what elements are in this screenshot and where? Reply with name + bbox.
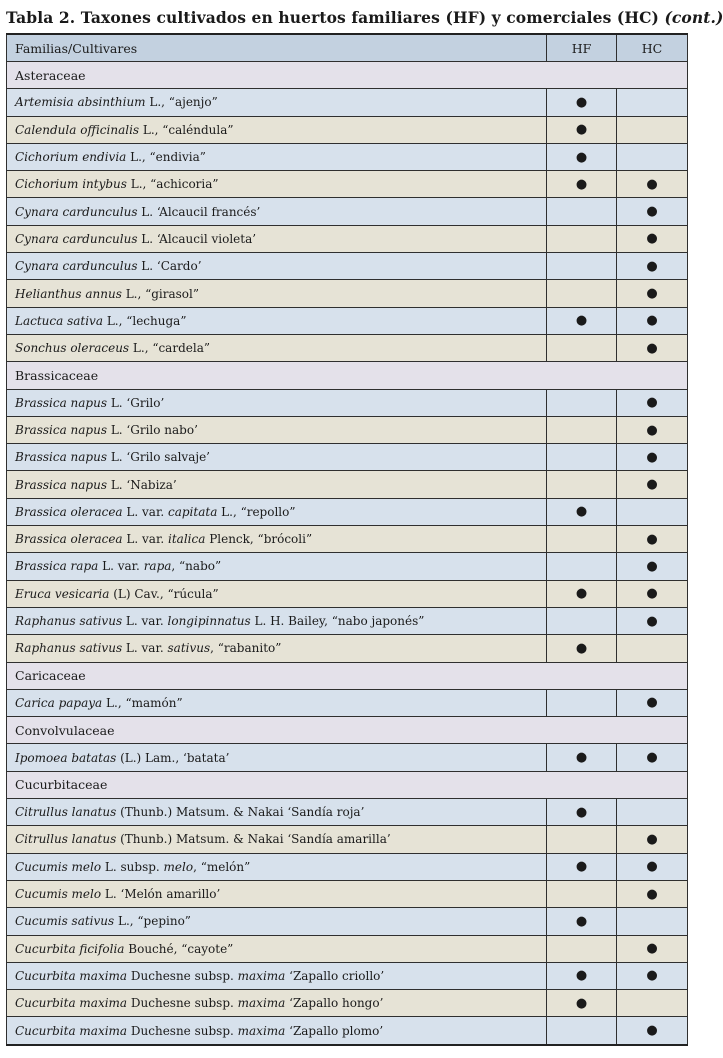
family-row (7, 62, 688, 89)
taxon-row (7, 89, 688, 116)
hf-mark: ● (547, 990, 617, 1017)
taxon-name (7, 908, 547, 935)
taxon-row (7, 935, 688, 962)
taxon-row (7, 635, 688, 662)
family-name: Convolvulaceae (7, 717, 688, 744)
taxon-text-part: L. ‘Nabiza’ (107, 477, 177, 492)
taxon-row (7, 607, 688, 634)
taxon-text-part: L. ‘Grilo nabo’ (107, 423, 198, 437)
taxon-text-part: L. ‘Grilo’ (107, 395, 165, 410)
taxon-name (7, 826, 547, 853)
taxon-italic-part: Cucumis sativus (15, 914, 115, 929)
taxon-name (7, 444, 547, 471)
taxon-italic-part: Cucumis melo (15, 859, 102, 874)
hf-mark (547, 826, 617, 853)
taxon-text-part: (L) Cav., “rúcula” (109, 586, 219, 601)
hf-mark (547, 880, 617, 907)
taxon-name (7, 607, 547, 634)
taxon-row (7, 416, 688, 443)
taxon-italic-part: Carica papaya (15, 695, 103, 710)
taxon-italic-part: Citrullus lanatus (15, 832, 117, 847)
taxon-text-part: L. var. (98, 559, 144, 574)
taxon-text-part: L. ‘Cardo’ (137, 259, 202, 274)
taxon-italic-part: Sonchus oleraceus (15, 341, 130, 356)
taxa-table (6, 33, 688, 1046)
taxon-text-part: L. var. (122, 532, 168, 547)
taxon-name (7, 990, 547, 1017)
taxon-text-part: L. H. Bailey, “nabo japonés” (250, 614, 425, 629)
hf-mark (547, 935, 617, 962)
taxon-italic-part: Lactuca sativa (15, 313, 103, 328)
family-name: Asteraceae (7, 62, 688, 89)
taxon-name (7, 334, 547, 361)
taxon-text-part: (Thunb.) Matsum. & Nakai ‘Sandía amarilla’ (116, 832, 391, 847)
taxon-name (7, 853, 547, 880)
taxon-row (7, 799, 688, 826)
hc-mark: ● (617, 607, 688, 634)
taxon-row (7, 826, 688, 853)
hc-mark: ● (617, 444, 688, 471)
hc-mark: ● (617, 416, 688, 443)
header-hc: HC (617, 34, 688, 62)
hf-mark (547, 198, 617, 225)
taxon-name (7, 689, 547, 716)
hf-mark: ● (547, 143, 617, 170)
taxon-text-part: L., “cardela” (129, 341, 210, 356)
hc-mark: ● (617, 307, 688, 334)
hc-mark: ● (617, 1017, 688, 1045)
taxon-italic-part: Cichorium endivia (15, 150, 127, 165)
taxon-row (7, 334, 688, 361)
family-name: Cucurbitaceae (7, 771, 688, 798)
taxon-italic-part: Cynara cardunculus (15, 204, 138, 219)
hf-mark: ● (547, 89, 617, 116)
hc-mark: ● (617, 689, 688, 716)
taxon-name (7, 280, 547, 307)
taxon-text-part: L. var. (122, 641, 168, 656)
taxon-text-part: L. var. (122, 614, 168, 629)
taxon-text-part: (Thunb.) Matsum. & Nakai ‘Sandía roja’ (116, 805, 365, 820)
taxon-italic-part: Ipomoea batatas (15, 750, 117, 765)
taxon-row (7, 389, 688, 416)
taxon-name (7, 635, 547, 662)
hc-mark (617, 143, 688, 170)
taxon-row (7, 444, 688, 471)
hf-mark: ● (547, 580, 617, 607)
hc-mark (617, 799, 688, 826)
header-hf: HF (547, 34, 617, 62)
taxon-row (7, 171, 688, 198)
hc-mark: ● (617, 171, 688, 198)
family-row (7, 362, 688, 389)
taxon-text-part: L., “caléndula” (139, 122, 234, 137)
hf-mark (547, 553, 617, 580)
taxon-italic-part: Raphanus sativus (15, 641, 123, 656)
taxon-italic-part: capitata (168, 504, 218, 519)
family-name: Brassicaceae (7, 362, 688, 389)
taxon-italic-part: Citrullus lanatus (15, 805, 117, 820)
taxon-italic-part: Brassica oleracea (15, 532, 123, 547)
taxon-italic-part: Artemisia absinthium (15, 95, 146, 110)
hf-mark (547, 607, 617, 634)
taxon-name (7, 89, 547, 116)
taxon-text-part: L., “girasol” (121, 286, 200, 301)
taxon-italic-part: Cucurbita maxima (15, 968, 128, 983)
hf-mark (547, 280, 617, 307)
taxon-italic-part: Cucurbita ficifolia (15, 941, 125, 956)
hf-mark (547, 444, 617, 471)
taxon-name (7, 198, 547, 225)
hf-mark (547, 471, 617, 498)
taxon-italic-part: longipinnatus (167, 614, 251, 629)
hf-mark (547, 389, 617, 416)
hc-mark: ● (617, 826, 688, 853)
taxon-name (7, 116, 547, 143)
taxon-italic-part: Brassica rapa (15, 559, 99, 574)
taxon-row (7, 253, 688, 280)
taxon-italic-part: Cucurbita maxima (15, 996, 128, 1011)
hc-mark: ● (617, 334, 688, 361)
taxon-row (7, 990, 688, 1017)
hc-mark (617, 635, 688, 662)
hc-mark (617, 116, 688, 143)
taxon-italic-part: Brassica oleracea (15, 504, 123, 519)
taxon-name (7, 935, 547, 962)
hf-mark: ● (547, 962, 617, 989)
taxon-text-part: , “nabo” (171, 559, 222, 574)
taxon-name (7, 143, 547, 170)
taxon-row (7, 553, 688, 580)
family-row (7, 717, 688, 744)
taxon-text-part: , “rabanito” (210, 641, 282, 656)
hf-mark: ● (547, 116, 617, 143)
hc-mark: ● (617, 389, 688, 416)
taxon-text-part: L., “mamón” (102, 695, 183, 710)
hc-mark: ● (617, 880, 688, 907)
taxon-name (7, 1017, 547, 1045)
taxon-row (7, 908, 688, 935)
hf-mark: ● (547, 853, 617, 880)
taxon-italic-part: sativus (167, 641, 211, 656)
family-row (7, 771, 688, 798)
taxon-text-part: Duchesne subsp. (127, 968, 238, 983)
taxon-text-part: (L.) Lam., ‘batata’ (116, 750, 230, 765)
hc-mark: ● (617, 198, 688, 225)
family-name: Caricaceae (7, 662, 688, 689)
taxon-text-part: L., “endivia” (126, 150, 206, 165)
hc-mark (617, 908, 688, 935)
taxon-row (7, 143, 688, 170)
taxon-text-part: Bouché, “cayote” (124, 941, 234, 956)
taxon-text-part: , “melón” (193, 859, 251, 874)
taxon-name (7, 471, 547, 498)
taxon-text-part: L. ‘Alcaucil violeta’ (137, 231, 257, 246)
hf-mark (547, 416, 617, 443)
taxon-italic-part: Raphanus sativus (15, 614, 123, 629)
hf-mark (547, 526, 617, 553)
hf-mark: ● (547, 908, 617, 935)
taxon-name (7, 307, 547, 334)
taxon-name (7, 416, 547, 443)
table-body (7, 62, 688, 1045)
taxon-name (7, 171, 547, 198)
taxon-row (7, 280, 688, 307)
hc-mark: ● (617, 225, 688, 252)
taxon-name (7, 498, 547, 525)
taxon-row (7, 853, 688, 880)
hf-mark: ● (547, 498, 617, 525)
taxon-name (7, 225, 547, 252)
taxon-name (7, 389, 547, 416)
taxon-italic-part: maxima (237, 968, 286, 983)
hc-mark: ● (617, 853, 688, 880)
taxon-name (7, 580, 547, 607)
taxon-name (7, 962, 547, 989)
taxon-row (7, 880, 688, 907)
taxon-text-part: Duchesne subsp. (127, 1023, 238, 1038)
taxon-text-part: L. var. (122, 504, 168, 519)
hc-mark: ● (617, 280, 688, 307)
taxon-italic-part: Calendula officinalis (15, 122, 140, 137)
taxon-row (7, 471, 688, 498)
hf-mark (547, 689, 617, 716)
hc-mark: ● (617, 580, 688, 607)
caption-text: Tabla 2. Taxones cultivados en huertos familiares (HF) y comerciales (HC) (6, 8, 659, 27)
taxon-row (7, 1017, 688, 1045)
hf-mark: ● (547, 171, 617, 198)
taxon-text-part: ‘Zapallo criollo’ (285, 968, 385, 983)
table-header-row (7, 34, 688, 62)
taxon-italic-part: Brassica napus (15, 423, 108, 437)
taxon-italic-part: Cucurbita maxima (15, 1023, 128, 1038)
taxon-italic-part: Brassica napus (15, 450, 108, 465)
taxon-name (7, 744, 547, 771)
hf-mark: ● (547, 307, 617, 334)
taxon-name (7, 253, 547, 280)
taxon-row (7, 689, 688, 716)
hf-mark: ● (547, 635, 617, 662)
taxon-italic-part: Helianthus annus (15, 286, 122, 301)
taxon-italic-part: italica (168, 532, 206, 547)
taxon-italic-part: Cynara cardunculus (15, 231, 138, 246)
taxon-row (7, 498, 688, 525)
taxon-italic-part: melo (163, 859, 194, 874)
taxon-italic-part: maxima (237, 996, 286, 1011)
taxon-row (7, 962, 688, 989)
taxon-italic-part: maxima (237, 1023, 286, 1038)
taxon-text-part: L., “ajenjo” (145, 95, 218, 110)
taxon-text-part: L. ‘Grilo salvaje’ (107, 450, 210, 465)
taxon-text-part: L., “achicoria” (126, 177, 219, 192)
taxon-italic-part: Cynara cardunculus (15, 259, 138, 274)
hc-mark: ● (617, 471, 688, 498)
taxon-text-part: Plenck, “brócoli” (205, 532, 313, 547)
taxon-text-part: L. ‘Melón amarillo’ (101, 887, 221, 902)
taxon-row (7, 198, 688, 225)
taxon-text-part: L. subsp. (101, 859, 164, 874)
hc-mark (617, 89, 688, 116)
taxon-text-part: L., “pepino” (114, 914, 191, 929)
taxon-row (7, 744, 688, 771)
hc-mark: ● (617, 744, 688, 771)
hc-mark: ● (617, 253, 688, 280)
taxon-row (7, 225, 688, 252)
taxon-row (7, 307, 688, 334)
hf-mark (547, 334, 617, 361)
taxon-name (7, 526, 547, 553)
taxon-name (7, 880, 547, 907)
taxon-name (7, 799, 547, 826)
taxon-text-part: ‘Zapallo hongo’ (285, 996, 384, 1011)
taxon-italic-part: Eruca vesicaria (15, 586, 110, 601)
hf-mark (547, 253, 617, 280)
hc-mark: ● (617, 526, 688, 553)
taxon-text-part: Duchesne subsp. (127, 996, 238, 1011)
hc-mark: ● (617, 962, 688, 989)
taxon-italic-part: rapa (143, 559, 172, 574)
table-caption (6, 8, 723, 27)
taxon-italic-part: Brassica napus (15, 477, 108, 492)
hf-mark: ● (547, 799, 617, 826)
taxon-italic-part: Brassica napus (15, 395, 108, 410)
hf-mark: ● (547, 744, 617, 771)
taxon-row (7, 116, 688, 143)
taxon-text-part: ‘Zapallo plomo’ (285, 1023, 384, 1038)
hc-mark: ● (617, 553, 688, 580)
caption-cont: (cont.) (664, 8, 723, 27)
taxon-italic-part: Cichorium intybus (15, 177, 127, 192)
taxon-text-part: L., “repollo” (217, 504, 296, 519)
hc-mark: ● (617, 935, 688, 962)
hf-mark (547, 1017, 617, 1045)
hc-mark (617, 498, 688, 525)
hc-mark (617, 990, 688, 1017)
family-row (7, 662, 688, 689)
taxon-name (7, 553, 547, 580)
taxon-text-part: L., “lechuga” (103, 313, 187, 328)
hf-mark (547, 225, 617, 252)
taxon-row (7, 580, 688, 607)
taxon-text-part: L. ‘Alcaucil francés’ (137, 204, 261, 219)
taxon-row (7, 526, 688, 553)
header-familias: Familias/Cultivares (7, 34, 547, 62)
taxon-italic-part: Cucumis melo (15, 887, 102, 902)
